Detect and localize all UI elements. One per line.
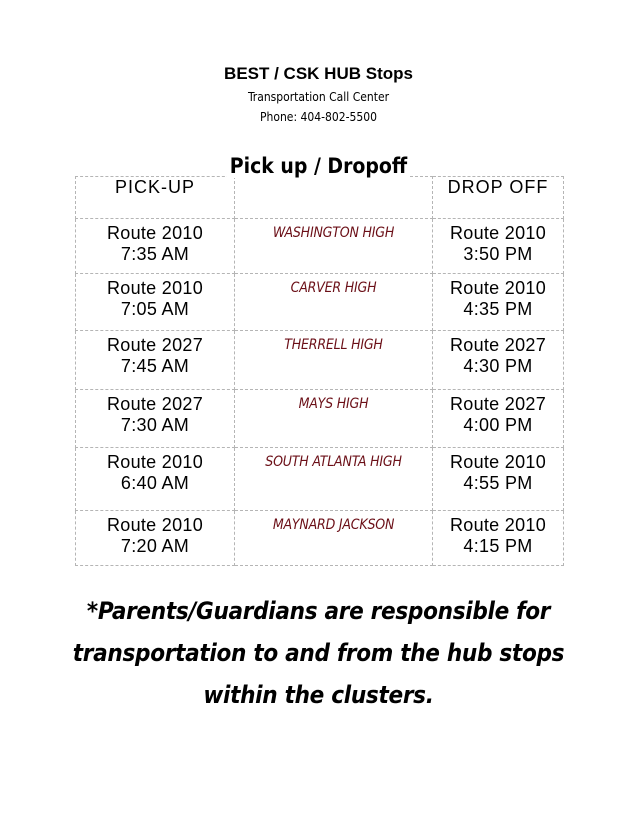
pickup-route: Route 2027	[106, 335, 204, 355]
dropoff-time: 4:35 PM	[463, 299, 533, 319]
table-row	[76, 219, 564, 274]
section-heading-text: Pick up / Dropoff	[227, 154, 410, 178]
pickup-cell	[76, 448, 235, 511]
school-header	[235, 177, 433, 219]
dropoff-time: 4:00 PM	[463, 415, 533, 435]
school-name: MAYNARD JACKSON	[235, 511, 433, 566]
dropoff-route: Route 2010	[449, 278, 547, 298]
pickup-time: 7:45 AM	[120, 356, 190, 376]
hub-stops-table	[75, 176, 564, 566]
notice-line: *Parents/Guardians are responsible for	[86, 597, 551, 625]
table-header-row	[76, 177, 564, 219]
dropoff-time: 4:30 PM	[463, 356, 533, 376]
pickup-route: Route 2010	[106, 452, 204, 472]
pickup-cell	[76, 219, 235, 274]
table-row	[76, 331, 564, 390]
pickup-route: Route 2010	[106, 515, 204, 535]
dropoff-cell	[433, 274, 564, 331]
table-row	[76, 448, 564, 511]
pickup-cell	[76, 274, 235, 331]
dropoff-route: Route 2027	[449, 394, 547, 414]
pickup-route: Route 2010	[106, 223, 204, 243]
dropoff-route: Route 2010	[449, 452, 547, 472]
pickup-header: PICK-UP	[76, 177, 235, 219]
notice-line: transportation to and from the hub stops	[72, 639, 565, 667]
section-heading	[0, 153, 637, 179]
pickup-route: Route 2010	[106, 278, 204, 298]
dropoff-route: Route 2010	[449, 223, 547, 243]
table-row	[76, 390, 564, 448]
call-center-label: Transportation Call Center	[247, 90, 390, 104]
phone-number: Phone: 404-802-5500	[260, 110, 377, 124]
pickup-time: 7:30 AM	[120, 415, 190, 435]
pickup-cell	[76, 511, 235, 566]
dropoff-cell	[433, 448, 564, 511]
pickup-cell	[76, 331, 235, 390]
school-name: WASHINGTON HIGH	[235, 219, 433, 274]
dropoff-time: 3:50 PM	[463, 244, 533, 264]
pickup-time: 7:35 AM	[120, 244, 190, 264]
dropoff-cell	[433, 511, 564, 566]
pickup-route: Route 2027	[106, 394, 204, 414]
dropoff-header: DROP OFF	[433, 177, 564, 219]
school-name: CARVER HIGH	[235, 274, 433, 331]
dropoff-time: 4:55 PM	[463, 473, 533, 493]
notice-line: within the clusters.	[203, 681, 434, 709]
pickup-cell	[76, 390, 235, 448]
dropoff-cell	[433, 390, 564, 448]
dropoff-route: Route 2010	[449, 515, 547, 535]
school-name: THERRELL HIGH	[235, 331, 433, 390]
parent-responsibility-notice	[40, 590, 597, 716]
pickup-time: 7:20 AM	[120, 536, 190, 556]
dropoff-route: Route 2027	[449, 335, 547, 355]
school-name: MAYS HIGH	[235, 390, 433, 448]
dropoff-time: 4:15 PM	[463, 536, 533, 556]
school-name: SOUTH ATLANTA HIGH	[235, 448, 433, 511]
pickup-time: 6:40 AM	[120, 473, 190, 493]
dropoff-cell	[433, 219, 564, 274]
table-row	[76, 274, 564, 331]
document-title: BEST / CSK HUB Stops	[224, 64, 413, 83]
dropoff-cell	[433, 331, 564, 390]
pickup-time: 7:05 AM	[120, 299, 190, 319]
table-row	[76, 511, 564, 566]
